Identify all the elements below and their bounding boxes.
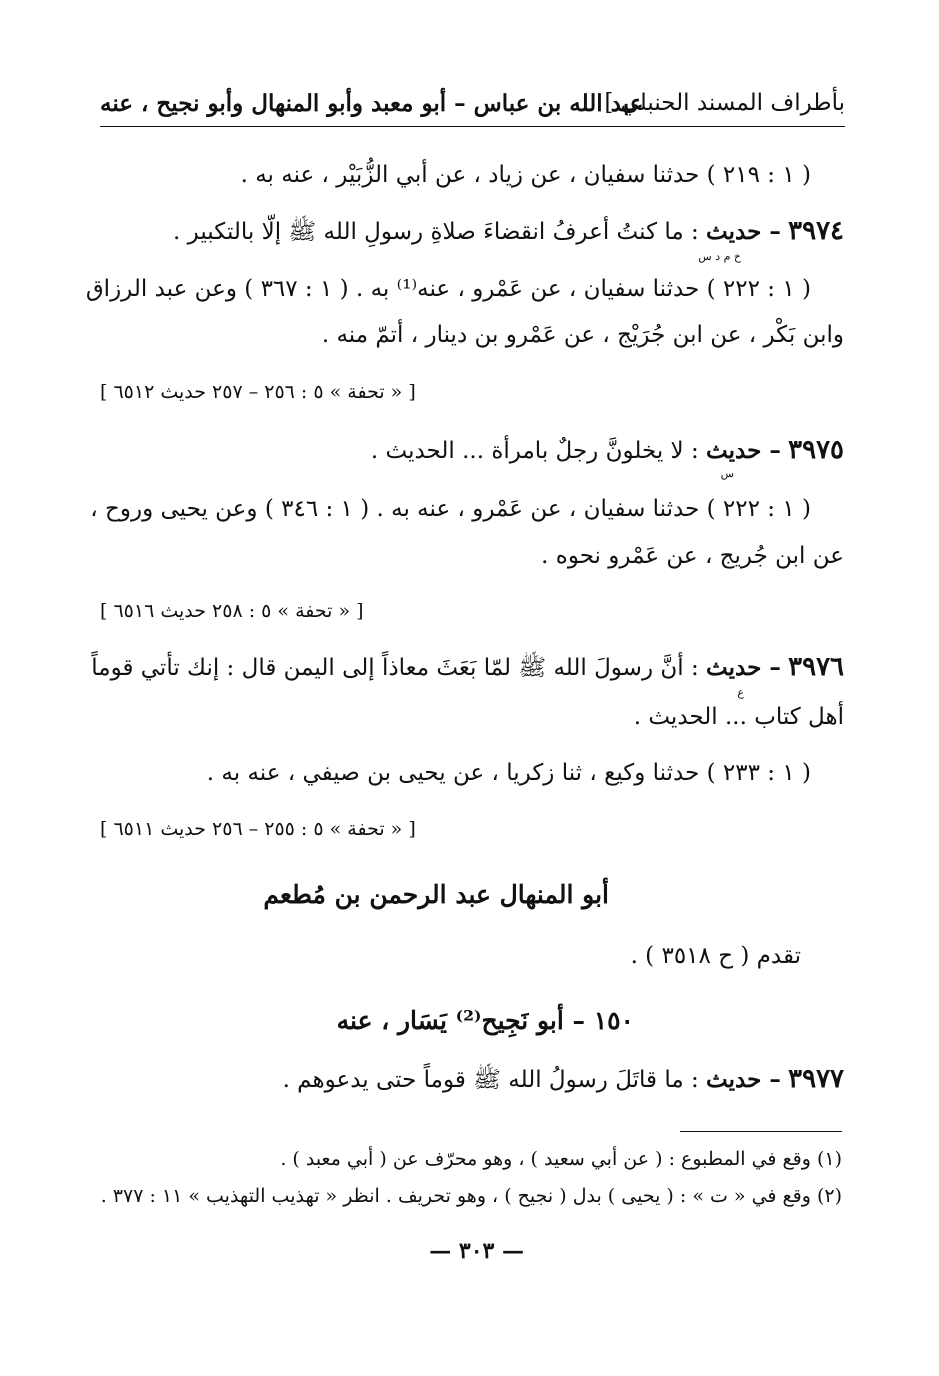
hadith-text: : أنَّ رسولَ الله ﷺ لمّا بَعَثَ معاذاً إلى اليمن قال : إنك تأتي قوماً	[91, 655, 699, 681]
hadith-source-marks: خ م د س	[698, 250, 741, 263]
hadith-3974	[173, 216, 844, 251]
section-title: أبو المنهال عبد الرحمن بن مُطعم	[263, 880, 609, 909]
header-chapter-title: عبد الله بن عباس – أبو معبد وأبو المنهال وأبو نجيح ، عنه	[100, 90, 644, 117]
hadith-3976	[91, 652, 844, 687]
hadith-word: – حديث	[706, 1066, 781, 1093]
subsection-number: ١٥٠	[593, 1006, 634, 1035]
tuhfa-reference: [ « تحفة » ٥ : ٢٥٥ – ٢٥٦ حديث ٦٥١١ ]	[100, 818, 416, 840]
tuhfa-reference: [ « تحفة » ٥ : ٢٥٦ – ٢٥٧ حديث ٦٥١٢ ]	[100, 381, 416, 403]
hadith-text: : لا يخلونَّ رجلٌ بامرأة ... الحديث .	[370, 438, 699, 464]
isnad-line: ( ١ : ٢٣٣ ) حدثنا وكيع ، ثنا زكريا ، عن يحيى بن صيفي ، عنه به .	[206, 760, 811, 786]
subsection-heading	[337, 1006, 634, 1035]
isnad-line: ( ١ : ٢١٩ ) حدثنا سفيان ، عن زياد ، عن أبي الزُّبَيْر ، عنه به .	[240, 162, 811, 188]
footnote-separator	[680, 1131, 842, 1132]
hadith-number: ٣٩٧٧	[788, 1064, 844, 1094]
hadith-source-marks: س	[720, 467, 734, 480]
hadith-word: – حديث	[706, 218, 781, 245]
hadith-3977	[283, 1064, 844, 1099]
subsection-title: – أبو نَجِيح⁽²⁾ يَسَار ، عنه	[336, 1006, 585, 1035]
hadith-text: : ما كنتُ أعرفُ انقضاءَ صلاةِ رسولِ الله ﷺ إلّا بالتكبير .	[173, 219, 699, 245]
footnote-2: (٢) وقع في « ت » : ( يحيى ) بدل ( نجيح ) ، وهو تحريف . انظر « تهذيب التهذيب » ١١ : ٣٧٧ .	[100, 1185, 842, 1207]
isnad-line: عن ابن جُريج ، عن عَمْرو نحوه .	[541, 543, 844, 569]
tuhfa-reference: [ « تحفة » ٥ : ٢٥٨ حديث ٦٥١٦ ]	[100, 600, 364, 622]
page-number: — ٣٠٣ —	[429, 1238, 524, 1264]
footnote-1: (١) وقع في المطبوع : ( عن أبي سعيد ) ، وهو محرّف عن ( أبي معبد ) .	[280, 1148, 842, 1170]
hadith-number: ٣٩٧٥	[788, 435, 844, 465]
hadith-word: – حديث	[706, 437, 781, 464]
cross-reference: تقدم ( ح ٣٥١٨ ) .	[630, 943, 801, 969]
hadith-3975	[371, 435, 844, 465]
hadith-number: ٣٩٧٦	[788, 652, 844, 682]
hadith-text: : ما قاتَلَ رسولُ الله ﷺ قوماً حتى يدعوهم .	[282, 1067, 699, 1093]
running-header	[100, 86, 845, 127]
isnad-line: ( ١ : ٢٢٢ ) حدثنا سفيان ، عن عَمْرو ، عنه به . ( ١ : ٣٤٦ ) وعن يحيى وروح ،	[90, 496, 811, 522]
hadith-source-marks: ع	[737, 686, 744, 699]
hadith-text-continued: أهل كتاب ... الحديث .	[633, 704, 844, 730]
hadith-word: – حديث	[706, 654, 781, 681]
hadith-number: ٣٩٧٤	[788, 216, 844, 246]
isnad-line: وابن بَكْر ، عن ابن جُرَيْج ، عن عَمْرو بن دينار ، أتمّ منه .	[321, 322, 844, 348]
header-book-title: بأطراف المسند الحنبلي ]	[604, 90, 845, 116]
isnad-line: ( ١ : ٢٢٢ ) حدثنا سفيان ، عن عَمْرو ، عنه⁽¹⁾ به . ( ١ : ٣٦٧ ) وعن عبد الرزاق	[85, 276, 811, 302]
